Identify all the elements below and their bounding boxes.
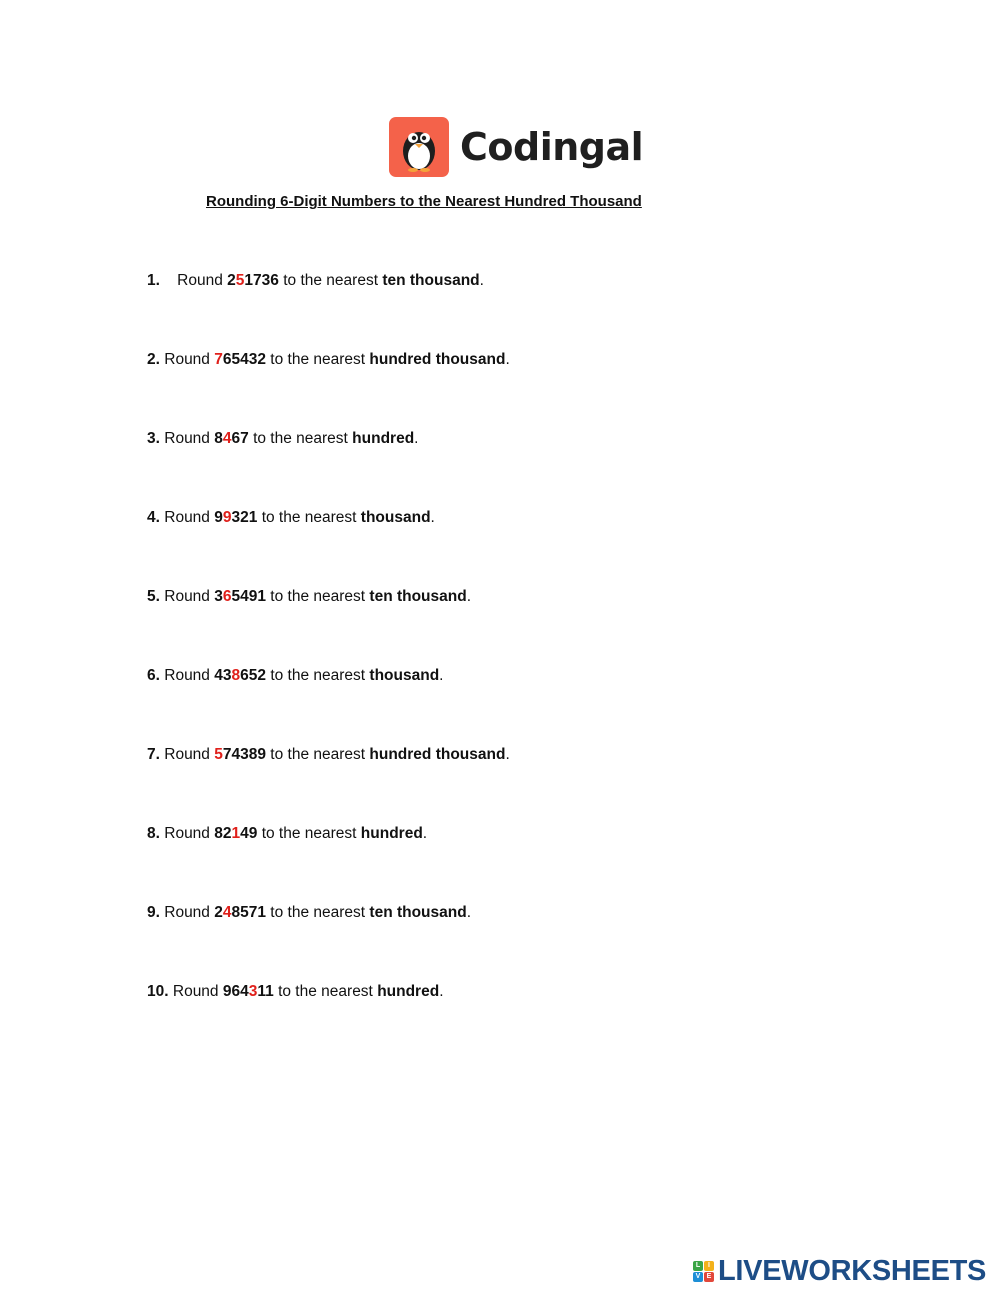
number-before: 82 [214,825,232,842]
number-before: 9 [214,509,223,526]
number-before: 964 [222,983,249,1000]
question-end: . [422,825,428,842]
question-end: . [439,983,444,1000]
question-item [147,509,435,527]
question-item [147,351,510,369]
question-item [147,904,471,922]
question-middle: to the nearest [270,904,366,921]
question-number: 4. [147,509,160,526]
question-middle: to the nearest [261,825,357,842]
number-before: 43 [214,667,232,684]
place-value: hundred [377,983,440,1000]
question-end: . [439,667,444,684]
number-after: 74389 [222,746,266,763]
question-prefix: Round [164,667,210,684]
liveworksheets-brand: LIVEWORKSHEETS [718,1255,987,1287]
question-end: . [479,272,484,289]
question-number: 6. [147,667,160,684]
question-prefix: Round [164,746,210,763]
grid-letter-v: V [693,1272,703,1282]
question-middle: to the nearest [270,746,366,763]
number-highlight: 1 [231,825,241,842]
number-after: 67 [231,430,249,447]
question-number: 5. [147,588,160,605]
question-prefix: Round [164,430,210,447]
grid-letter-l: L [693,1261,703,1271]
place-value: ten thousand [382,272,480,289]
brand-name: Codingal [460,125,644,169]
question-prefix: Round [164,825,210,842]
place-value: ten thousand [369,588,467,605]
place-value: hundred thousand [369,351,506,368]
place-value: hundred [352,430,415,447]
number-after: 8571 [231,904,266,921]
question-end: . [505,351,510,368]
question-prefix: Round [164,509,210,526]
question-end: . [466,588,472,605]
question-number: 1. [147,272,160,289]
question-middle: to the nearest [270,667,366,684]
place-value: hundred [360,825,423,842]
question-item [147,983,444,1001]
place-value: thousand [369,667,440,684]
question-prefix: Round [164,588,210,605]
question-end: . [414,430,419,447]
question-middle: to the nearest [270,588,366,605]
number-after: 65432 [222,351,266,368]
place-value: hundred thousand [369,746,506,763]
codingal-logo [389,117,643,177]
question-number: 9. [147,904,160,921]
number-after: 11 [257,983,274,1000]
worksheet-title: Rounding 6-Digit Numbers to the Nearest Hundred Thousand [206,193,642,210]
number-after: 5491 [231,588,266,605]
question-item [147,667,443,685]
number-highlight: 4 [222,430,232,447]
question-middle: to the nearest [270,351,366,368]
number-highlight: 5 [214,746,223,763]
question-number: 10. [147,983,169,1000]
question-item [147,272,484,290]
number-highlight: 4 [222,904,232,921]
number-after: 652 [240,667,266,684]
number-highlight: 5 [235,272,245,289]
question-end: . [466,904,472,921]
question-middle: to the nearest [261,509,357,526]
number-highlight: 8 [231,667,241,684]
question-number: 3. [147,430,160,447]
question-middle: to the nearest [283,272,379,289]
liveworksheets-grid-icon [693,1261,714,1282]
question-item [147,588,471,606]
place-value: ten thousand [369,904,467,921]
question-end: . [430,509,435,526]
number-highlight: 9 [222,509,232,526]
question-prefix: Round [164,904,210,921]
question-item [147,825,427,843]
number-after: 321 [231,509,258,526]
number-highlight: 7 [214,351,223,368]
question-prefix: Round [172,983,219,1000]
number-highlight: 6 [222,588,232,605]
question-middle: to the nearest [278,983,373,1000]
number-before: 8 [214,430,223,447]
number-after: 49 [240,825,258,842]
number-before: 2 [214,904,223,921]
question-number: 8. [147,825,160,842]
question-prefix: Round [177,272,223,289]
grid-letter-i: I [704,1261,714,1271]
question-prefix: Round [164,351,210,368]
number-before: 2 [227,272,236,289]
question-number: 7. [147,746,160,763]
liveworksheets-logo [693,1255,986,1288]
place-value: thousand [360,509,431,526]
number-highlight: 3 [248,983,258,1000]
question-end: . [505,746,510,763]
question-middle: to the nearest [253,430,348,447]
question-item [147,430,418,448]
question-number: 2. [147,351,160,368]
number-before: 3 [214,588,223,605]
penguin-icon [389,117,449,177]
number-after: 1736 [244,272,279,289]
question-item [147,746,510,764]
grid-letter-e: E [704,1272,714,1282]
